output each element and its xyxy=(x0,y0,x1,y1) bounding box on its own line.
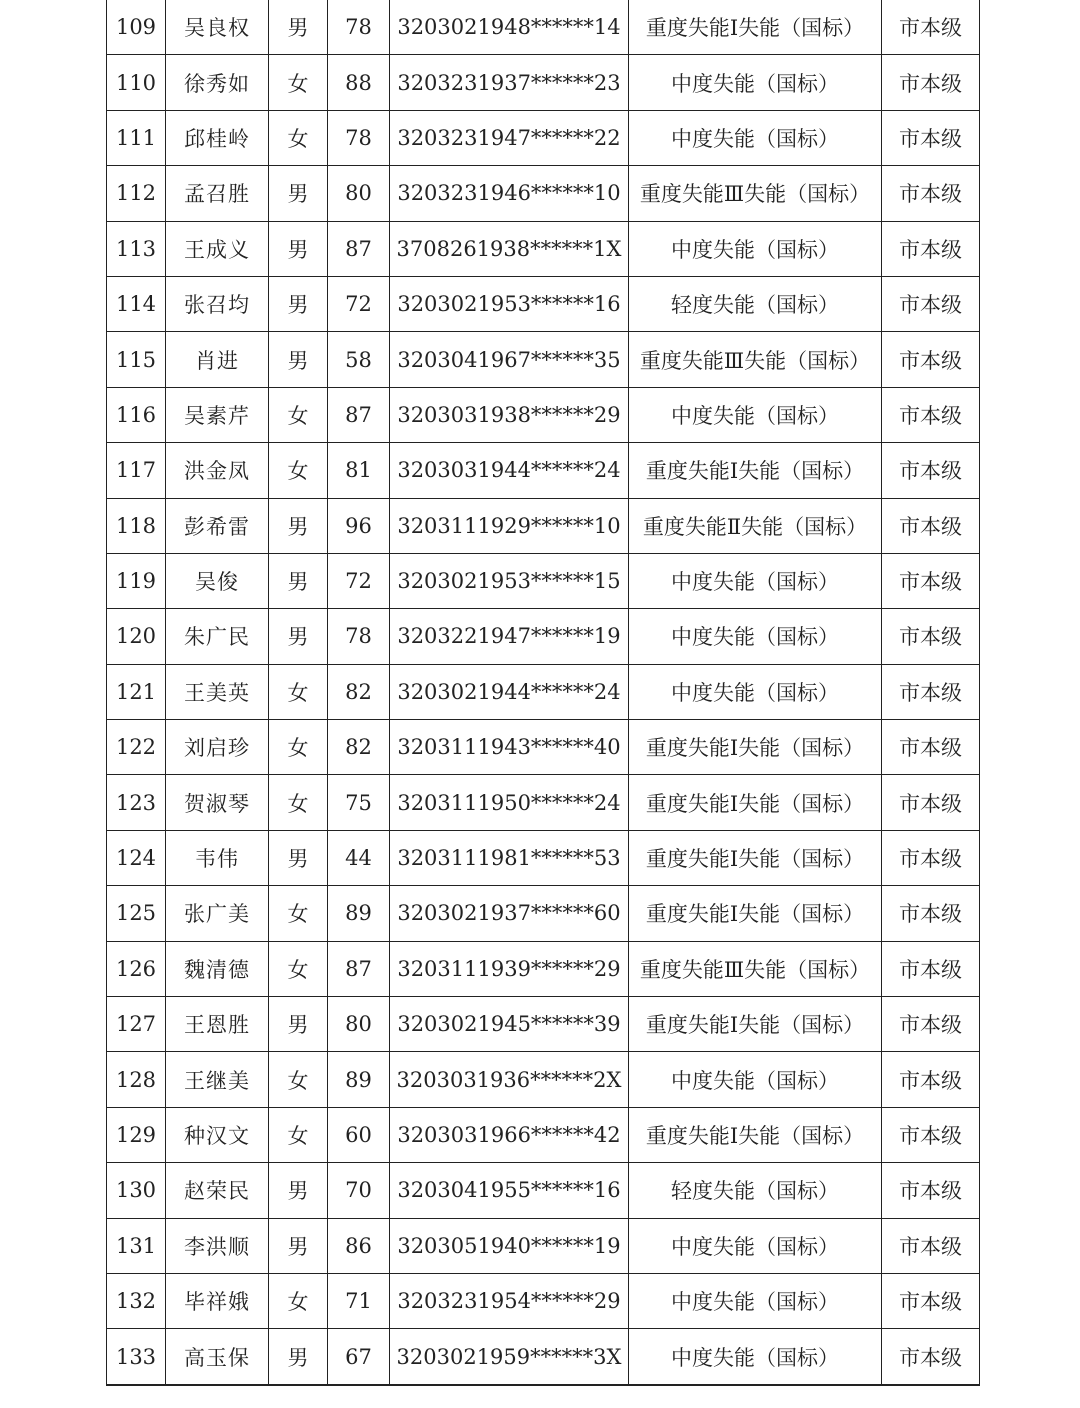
id-number-cell: 3203031936******2X xyxy=(390,1052,629,1107)
person-name-cell: 李洪顺 xyxy=(166,1218,269,1273)
jurisdiction-cell: 市本级 xyxy=(882,276,980,331)
row-number-cell: 127 xyxy=(107,997,166,1052)
disability-level-cell: 重度失能Ⅰ失能（国标） xyxy=(629,0,882,55)
id-number-cell: 3203111929******10 xyxy=(390,498,629,553)
age-cell: 82 xyxy=(328,664,390,719)
disability-level-cell: 中度失能（国标） xyxy=(629,387,882,442)
gender-cell: 女 xyxy=(269,886,328,941)
person-name-cell: 高玉保 xyxy=(166,1329,269,1385)
gender-cell: 女 xyxy=(269,1052,328,1107)
id-number-cell: 3203021937******60 xyxy=(390,886,629,941)
gender-cell: 男 xyxy=(269,997,328,1052)
row-number-cell: 112 xyxy=(107,166,166,221)
row-number-cell: 113 xyxy=(107,221,166,276)
id-number-cell: 3203021944******24 xyxy=(390,664,629,719)
age-cell: 80 xyxy=(328,997,390,1052)
id-number-cell: 3203041955******16 xyxy=(390,1163,629,1218)
disability-level-cell: 重度失能Ⅰ失能（国标） xyxy=(629,997,882,1052)
person-name-cell: 王美英 xyxy=(166,664,269,719)
disability-level-cell: 重度失能Ⅱ失能（国标） xyxy=(629,498,882,553)
table-row xyxy=(107,221,980,276)
table-row xyxy=(107,775,980,830)
age-cell: 89 xyxy=(328,1052,390,1107)
age-cell: 89 xyxy=(328,886,390,941)
table-row xyxy=(107,941,980,996)
jurisdiction-cell: 市本级 xyxy=(882,941,980,996)
gender-cell: 男 xyxy=(269,1329,328,1385)
disability-roster-table xyxy=(106,0,980,1386)
age-cell: 96 xyxy=(328,498,390,553)
table-row xyxy=(107,332,980,387)
person-name-cell: 王成义 xyxy=(166,221,269,276)
person-name-cell: 魏清德 xyxy=(166,941,269,996)
person-name-cell: 孟召胜 xyxy=(166,166,269,221)
jurisdiction-cell: 市本级 xyxy=(882,1273,980,1328)
id-number-cell: 3203231946******10 xyxy=(390,166,629,221)
id-number-cell: 3203031966******42 xyxy=(390,1107,629,1162)
row-number-cell: 117 xyxy=(107,443,166,498)
id-number-cell: 3203021953******16 xyxy=(390,276,629,331)
person-name-cell: 彭希雷 xyxy=(166,498,269,553)
jurisdiction-cell: 市本级 xyxy=(882,720,980,775)
age-cell: 60 xyxy=(328,1107,390,1162)
disability-level-cell: 中度失能（国标） xyxy=(629,1329,882,1385)
disability-level-cell: 中度失能（国标） xyxy=(629,609,882,664)
jurisdiction-cell: 市本级 xyxy=(882,775,980,830)
jurisdiction-cell: 市本级 xyxy=(882,110,980,165)
gender-cell: 女 xyxy=(269,55,328,110)
disability-level-cell: 重度失能Ⅰ失能（国标） xyxy=(629,1107,882,1162)
gender-cell: 男 xyxy=(269,498,328,553)
person-name-cell: 吴俊 xyxy=(166,553,269,608)
person-name-cell: 徐秀如 xyxy=(166,55,269,110)
age-cell: 72 xyxy=(328,276,390,331)
age-cell: 81 xyxy=(328,443,390,498)
id-number-cell: 3708261938******1X xyxy=(390,221,629,276)
person-name-cell: 吴良权 xyxy=(166,0,269,55)
table-row xyxy=(107,1163,980,1218)
jurisdiction-cell: 市本级 xyxy=(882,1052,980,1107)
id-number-cell: 3203231954******29 xyxy=(390,1273,629,1328)
disability-level-cell: 中度失能（国标） xyxy=(629,1273,882,1328)
jurisdiction-cell: 市本级 xyxy=(882,221,980,276)
disability-level-cell: 中度失能（国标） xyxy=(629,110,882,165)
table-row xyxy=(107,1052,980,1107)
row-number-cell: 116 xyxy=(107,387,166,442)
row-number-cell: 118 xyxy=(107,498,166,553)
table-row xyxy=(107,553,980,608)
disability-level-cell: 重度失能Ⅰ失能（国标） xyxy=(629,775,882,830)
row-number-cell: 110 xyxy=(107,55,166,110)
gender-cell: 女 xyxy=(269,720,328,775)
gender-cell: 男 xyxy=(269,332,328,387)
jurisdiction-cell: 市本级 xyxy=(882,997,980,1052)
person-name-cell: 张召均 xyxy=(166,276,269,331)
disability-level-cell: 重度失能Ⅰ失能（国标） xyxy=(629,720,882,775)
id-number-cell: 3203021945******39 xyxy=(390,997,629,1052)
disability-level-cell: 重度失能Ⅰ失能（国标） xyxy=(629,443,882,498)
age-cell: 75 xyxy=(328,775,390,830)
disability-level-cell: 中度失能（国标） xyxy=(629,55,882,110)
age-cell: 78 xyxy=(328,110,390,165)
disability-level-cell: 轻度失能（国标） xyxy=(629,1163,882,1218)
id-number-cell: 3203231937******23 xyxy=(390,55,629,110)
age-cell: 44 xyxy=(328,830,390,885)
row-number-cell: 132 xyxy=(107,1273,166,1328)
table-row xyxy=(107,110,980,165)
table-row xyxy=(107,166,980,221)
table-row xyxy=(107,830,980,885)
row-number-cell: 114 xyxy=(107,276,166,331)
row-number-cell: 121 xyxy=(107,664,166,719)
person-name-cell: 张广美 xyxy=(166,886,269,941)
disability-level-cell: 轻度失能（国标） xyxy=(629,276,882,331)
gender-cell: 男 xyxy=(269,0,328,55)
table-row xyxy=(107,498,980,553)
row-number-cell: 126 xyxy=(107,941,166,996)
jurisdiction-cell: 市本级 xyxy=(882,1329,980,1385)
id-number-cell: 3203111950******24 xyxy=(390,775,629,830)
jurisdiction-cell: 市本级 xyxy=(882,332,980,387)
table-row xyxy=(107,997,980,1052)
row-number-cell: 133 xyxy=(107,1329,166,1385)
id-number-cell: 3203031944******24 xyxy=(390,443,629,498)
age-cell: 87 xyxy=(328,387,390,442)
jurisdiction-cell: 市本级 xyxy=(882,443,980,498)
table-row xyxy=(107,886,980,941)
disability-level-cell: 中度失能（国标） xyxy=(629,221,882,276)
jurisdiction-cell: 市本级 xyxy=(882,1163,980,1218)
gender-cell: 男 xyxy=(269,609,328,664)
gender-cell: 男 xyxy=(269,276,328,331)
person-name-cell: 邱桂岭 xyxy=(166,110,269,165)
person-name-cell: 肖进 xyxy=(166,332,269,387)
person-name-cell: 种汉文 xyxy=(166,1107,269,1162)
id-number-cell: 3203221947******19 xyxy=(390,609,629,664)
age-cell: 87 xyxy=(328,221,390,276)
row-number-cell: 130 xyxy=(107,1163,166,1218)
age-cell: 67 xyxy=(328,1329,390,1385)
disability-level-cell: 重度失能Ⅲ失能（国标） xyxy=(629,332,882,387)
gender-cell: 女 xyxy=(269,387,328,442)
table-row xyxy=(107,1273,980,1328)
gender-cell: 男 xyxy=(269,1218,328,1273)
table-row xyxy=(107,1329,980,1385)
row-number-cell: 124 xyxy=(107,830,166,885)
age-cell: 80 xyxy=(328,166,390,221)
row-number-cell: 109 xyxy=(107,0,166,55)
row-number-cell: 125 xyxy=(107,886,166,941)
age-cell: 72 xyxy=(328,553,390,608)
jurisdiction-cell: 市本级 xyxy=(882,55,980,110)
table-row xyxy=(107,443,980,498)
table-row xyxy=(107,55,980,110)
table-row xyxy=(107,1107,980,1162)
gender-cell: 女 xyxy=(269,664,328,719)
roster-table-body xyxy=(107,0,980,1385)
disability-level-cell: 中度失能（国标） xyxy=(629,553,882,608)
age-cell: 70 xyxy=(328,1163,390,1218)
row-number-cell: 131 xyxy=(107,1218,166,1273)
gender-cell: 女 xyxy=(269,110,328,165)
jurisdiction-cell: 市本级 xyxy=(882,0,980,55)
id-number-cell: 3203021948******14 xyxy=(390,0,629,55)
id-number-cell: 3203231947******22 xyxy=(390,110,629,165)
table-row xyxy=(107,720,980,775)
gender-cell: 男 xyxy=(269,166,328,221)
disability-level-cell: 中度失能（国标） xyxy=(629,1218,882,1273)
person-name-cell: 贺淑琴 xyxy=(166,775,269,830)
jurisdiction-cell: 市本级 xyxy=(882,886,980,941)
row-number-cell: 111 xyxy=(107,110,166,165)
gender-cell: 女 xyxy=(269,1273,328,1328)
gender-cell: 男 xyxy=(269,221,328,276)
person-name-cell: 朱广民 xyxy=(166,609,269,664)
person-name-cell: 王恩胜 xyxy=(166,997,269,1052)
age-cell: 58 xyxy=(328,332,390,387)
row-number-cell: 122 xyxy=(107,720,166,775)
id-number-cell: 3203021959******3X xyxy=(390,1329,629,1385)
jurisdiction-cell: 市本级 xyxy=(882,1107,980,1162)
row-number-cell: 120 xyxy=(107,609,166,664)
gender-cell: 女 xyxy=(269,443,328,498)
table-row xyxy=(107,1218,980,1273)
table-row xyxy=(107,387,980,442)
age-cell: 78 xyxy=(328,609,390,664)
disability-level-cell: 中度失能（国标） xyxy=(629,664,882,719)
disability-level-cell: 重度失能Ⅰ失能（国标） xyxy=(629,830,882,885)
gender-cell: 男 xyxy=(269,830,328,885)
table-row xyxy=(107,276,980,331)
table-row xyxy=(107,0,980,55)
row-number-cell: 119 xyxy=(107,553,166,608)
age-cell: 82 xyxy=(328,720,390,775)
jurisdiction-cell: 市本级 xyxy=(882,830,980,885)
disability-level-cell: 重度失能Ⅲ失能（国标） xyxy=(629,166,882,221)
person-name-cell: 赵荣民 xyxy=(166,1163,269,1218)
id-number-cell: 3203031938******29 xyxy=(390,387,629,442)
jurisdiction-cell: 市本级 xyxy=(882,609,980,664)
person-name-cell: 吴素芹 xyxy=(166,387,269,442)
table-row xyxy=(107,664,980,719)
id-number-cell: 3203111939******29 xyxy=(390,941,629,996)
id-number-cell: 3203041967******35 xyxy=(390,332,629,387)
person-name-cell: 王继美 xyxy=(166,1052,269,1107)
gender-cell: 女 xyxy=(269,775,328,830)
disability-level-cell: 重度失能Ⅲ失能（国标） xyxy=(629,941,882,996)
table-row xyxy=(107,609,980,664)
row-number-cell: 115 xyxy=(107,332,166,387)
person-name-cell: 刘启珍 xyxy=(166,720,269,775)
age-cell: 78 xyxy=(328,0,390,55)
id-number-cell: 3203021953******15 xyxy=(390,553,629,608)
age-cell: 88 xyxy=(328,55,390,110)
age-cell: 86 xyxy=(328,1218,390,1273)
gender-cell: 男 xyxy=(269,1163,328,1218)
row-number-cell: 129 xyxy=(107,1107,166,1162)
gender-cell: 男 xyxy=(269,553,328,608)
gender-cell: 女 xyxy=(269,1107,328,1162)
person-name-cell: 洪金凤 xyxy=(166,443,269,498)
row-number-cell: 128 xyxy=(107,1052,166,1107)
age-cell: 71 xyxy=(328,1273,390,1328)
gender-cell: 女 xyxy=(269,941,328,996)
id-number-cell: 3203051940******19 xyxy=(390,1218,629,1273)
id-number-cell: 3203111943******40 xyxy=(390,720,629,775)
jurisdiction-cell: 市本级 xyxy=(882,387,980,442)
age-cell: 87 xyxy=(328,941,390,996)
jurisdiction-cell: 市本级 xyxy=(882,553,980,608)
jurisdiction-cell: 市本级 xyxy=(882,1218,980,1273)
row-number-cell: 123 xyxy=(107,775,166,830)
disability-level-cell: 中度失能（国标） xyxy=(629,1052,882,1107)
disability-level-cell: 重度失能Ⅰ失能（国标） xyxy=(629,886,882,941)
person-name-cell: 毕祥娥 xyxy=(166,1273,269,1328)
id-number-cell: 3203111981******53 xyxy=(390,830,629,885)
jurisdiction-cell: 市本级 xyxy=(882,166,980,221)
person-name-cell: 韦伟 xyxy=(166,830,269,885)
jurisdiction-cell: 市本级 xyxy=(882,664,980,719)
jurisdiction-cell: 市本级 xyxy=(882,498,980,553)
